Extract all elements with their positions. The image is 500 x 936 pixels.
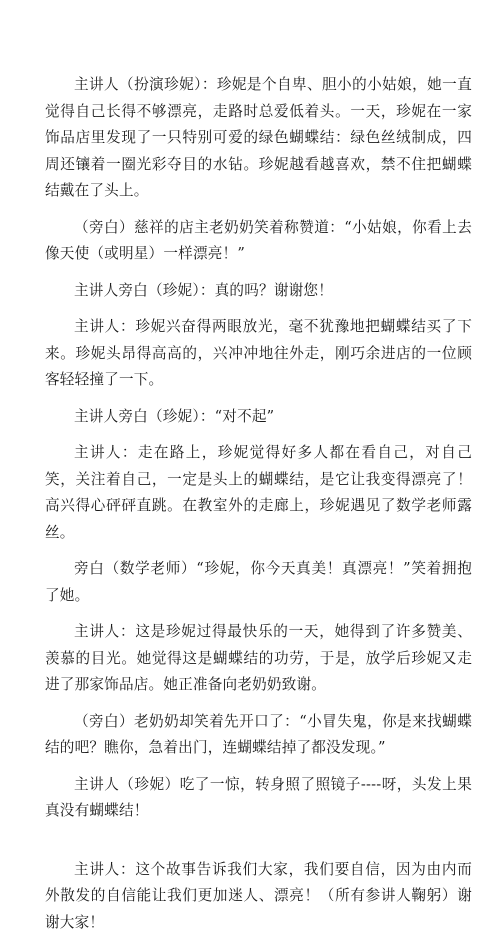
paragraph-jenny-thanks: 主讲人旁白（珍妮）：真的吗？谢谢您！: [45, 278, 472, 305]
paragraph-grandma-reveal: （旁白）老奶奶却笑着先开口了：“小冒失鬼，你是来找蝴蝶结的吧？瞧你，急着出门，连蝴蝶结掉了都没发现。”: [45, 709, 472, 762]
paragraph-teacher: 旁白（数学老师）“珍妮，你今天真美！真漂亮！”笑着拥抱了她。: [45, 556, 472, 609]
paragraph-happiest-day: 主讲人：这是珍妮过得最快乐的一天，她得到了许多赞美、羡慕的目光。她觉得这是蝴蝶结的功劳，于是，放学后珍妮又走进了那家饰品店。她正准备向老奶奶致谢。: [45, 619, 472, 699]
paragraph-surprise: 主讲人（珍妮）吃了一惊，转身照了照镜子----呀，头发上果真没有蝴蝶结！: [45, 772, 472, 825]
paragraph-moral: 主讲人：这个故事告诉我们大家，我们要自信，因为由内而外散发的自信能让我们更加迷人、漂亮！（所有参讲人鞠躬）谢谢大家！: [45, 857, 472, 936]
paragraph-buys-bow: 主讲人：珍妮兴奋得两眼放光，毫不犹豫地把蝴蝶结买了下来。珍妮头昂得高高的，兴冲冲地往外走，刚巧余进店的一位顾客轻轻撞了一下。: [45, 314, 472, 394]
paragraph-intro: 主讲人（扮演珍妮）：珍妮是个自卑、胆小的小姑娘，她一直觉得自己长得不够漂亮，走路时总爱低着头。一天，珍妮在一家饰品店里发现了一只特别可爱的绿色蝴蝶结：绿色丝绒制成，四周还镶着一圈光彩夺目的水钻。珍妮越看越喜欢，禁不住把蝴蝶结戴在了头上。: [45, 72, 472, 205]
paragraph-shop-owner-praise: （旁白）慈祥的店主老奶奶笑着称赞道：“小姑娘，你看上去像天使（或明星）一样漂亮！”: [45, 215, 472, 268]
section-gap: [45, 835, 472, 857]
paragraph-sorry: 主讲人旁白（珍妮）：“对不起”: [45, 404, 472, 431]
paragraph-walking: 主讲人：走在路上，珍妮觉得好多人都在看自己，对自己笑，关注着自己，一定是头上的蝴蝶结，是它让我变得漂亮了！高兴得心砰砰直跳。在教室外的走廊上，珍妮遇见了数学老师露丝。: [45, 440, 472, 546]
